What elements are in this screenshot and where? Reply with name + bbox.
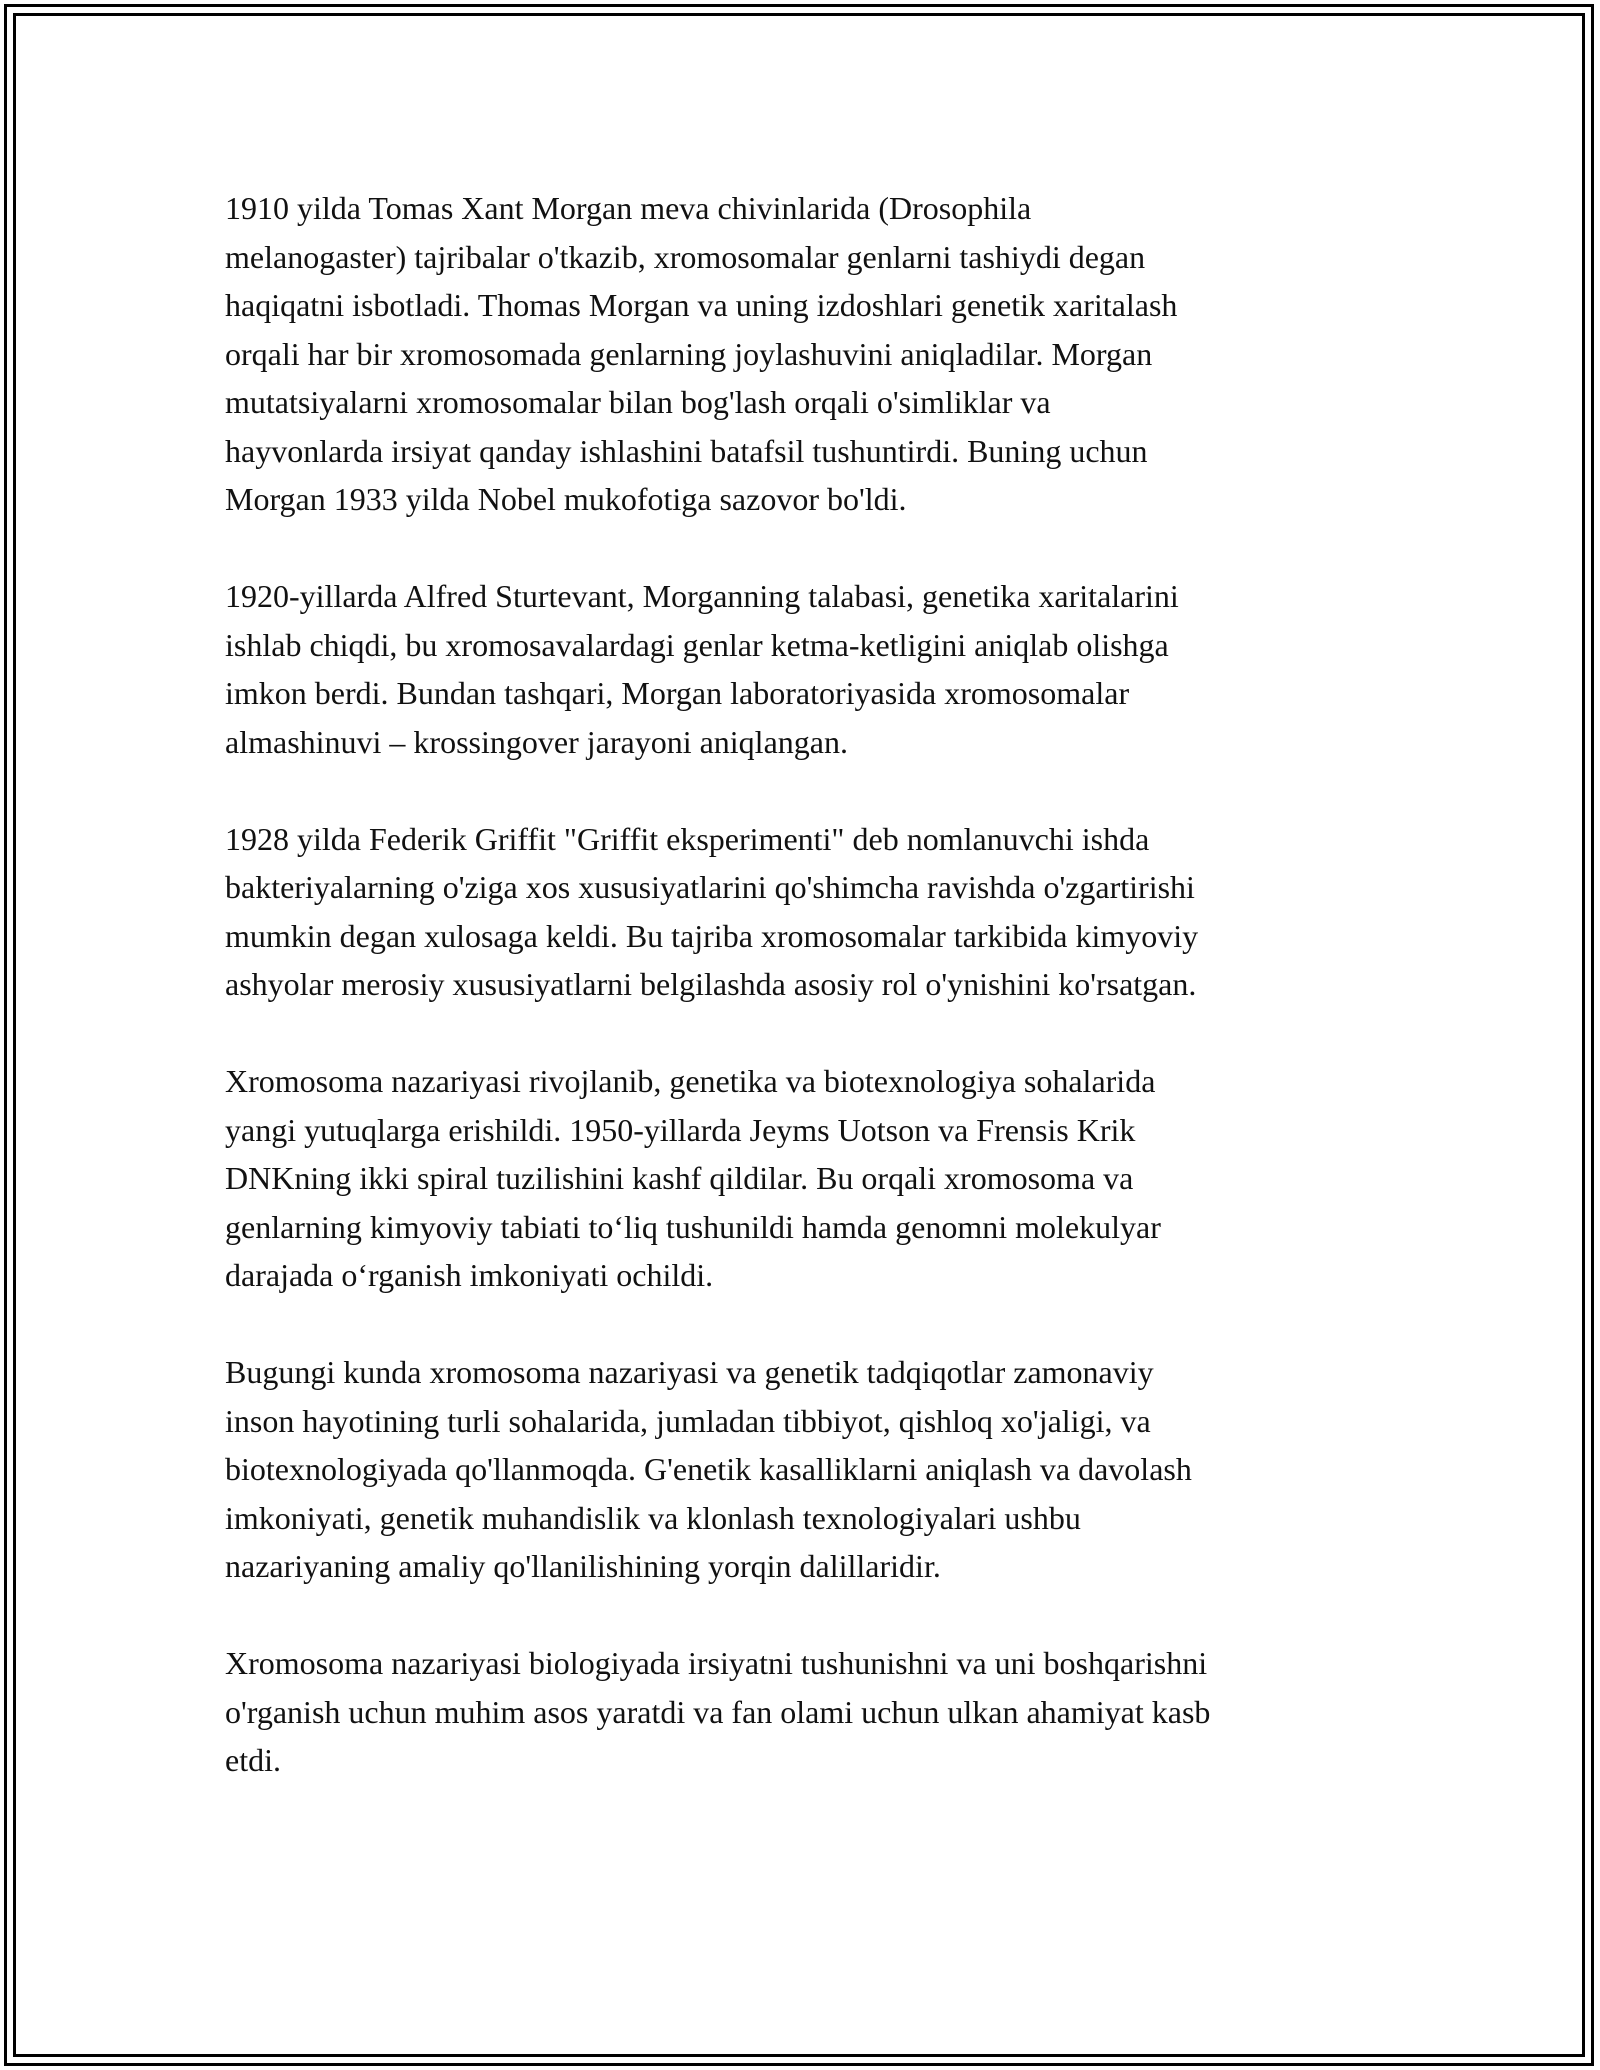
text-line: biotexnologiyada qo'llanmoqda. G'enetik kasalliklarni aniqlash va davolash	[225, 1451, 1192, 1487]
text-line: imkoniyati, genetik muhandislik va klonlash texnologiyalari ushbu	[225, 1499, 1081, 1536]
text-line: o'rganish uchun muhim asos yaratdi va fan olami uchun ulkan ahamiyat kasb	[225, 1693, 1211, 1730]
text-line: genlarning kimyoviy tabiati to‘liq tushunildi hamda genomni molekulyar	[225, 1208, 1161, 1245]
text-line: ashyolar merosiy xususiyatlarni belgilashda asosiy rol o'ynishini ko'rsatgan.	[225, 966, 1197, 1002]
paragraph-watson-crick	[225, 1057, 1385, 1300]
paragraph-sturtevant	[225, 572, 1385, 766]
text-line: nazariyaning amaliy qo'llanilishining yorqin dalillaridir.	[225, 1548, 941, 1584]
text-line: hayvonlarda irsiyat qanday ishlashini batafsil tushuntirdi. Buning uchun	[225, 432, 1148, 469]
text-line: melanogaster) tajribalar o'tkazib, xromosomalar genlarni tashiydi degan	[225, 238, 1146, 275]
text-line: haqiqatni isbotladi. Thomas Morgan va uning izdoshlari genetik xaritalash	[225, 287, 1178, 323]
text-line: ishlab chiqdi, bu xromosavalardagi genlar ketma-ketligini aniqlab olishga	[225, 626, 1169, 663]
text-line: almashinuvi – krossingover jarayoni aniqlangan.	[225, 723, 848, 760]
paragraph-griffith	[225, 815, 1385, 1009]
text-line: 1920-yillarda Alfred Sturtevant, Morganning talabasi, genetika xaritalarini	[225, 578, 1179, 614]
paragraph-modern-applications	[225, 1348, 1385, 1591]
text-line: yangi yutuqlarga erishildi. 1950-yillarda Jeyms Uotson va Frensis Krik	[225, 1111, 1136, 1148]
text-line: Morgan 1933 yilda Nobel mukofotiga sazovor bo'ldi.	[225, 481, 907, 517]
text-line: inson hayotining turli sohalarida, jumladan tibbiyot, qishloq xo'jaligi, va	[225, 1402, 1151, 1439]
text-line: mumkin degan xulosaga keldi. Bu tajriba xromosomalar tarkibida kimyoviy	[225, 917, 1199, 954]
text-line: orqali har bir xromosomada genlarning joylashuvini aniqladilar. Morgan	[225, 335, 1153, 372]
document-body	[225, 184, 1385, 1833]
paragraph-conclusion	[225, 1639, 1385, 1785]
text-line: Xromosoma nazariyasi biologiyada irsiyatni tushunishni va uni boshqarishni	[225, 1645, 1208, 1681]
text-line: Xromosoma nazariyasi rivojlanib, genetika va biotexnologiya sohalarida	[225, 1063, 1156, 1099]
text-line: bakteriyalarning o'ziga xos xususiyatlarini qo'shimcha ravishda o'zgartirishi	[225, 869, 1195, 905]
text-line: darajada o‘rganish imkoniyati ochildi.	[225, 1257, 714, 1293]
text-line: imkon berdi. Bundan tashqari, Morgan laboratoriyasida xromosomalar	[225, 675, 1130, 711]
text-line: etdi.	[225, 1742, 281, 1778]
text-line: mutatsiyalarni xromosomalar bilan bog'lash orqali o'simliklar va	[225, 384, 1051, 420]
text-line: 1928 yilda Federik Griffit "Griffit eksperimenti" deb nomlanuvchi ishda	[225, 820, 1150, 857]
text-line: DNKning ikki spiral tuzilishini kashf qildilar. Bu orqali xromosoma va	[225, 1160, 1134, 1196]
paragraph-morgan	[225, 184, 1385, 524]
text-line: 1910 yilda Tomas Xant Morgan meva chivinlarida (Drosophila	[225, 190, 1032, 226]
text-line: Bugungi kunda xromosoma nazariyasi va genetik tadqiqotlar zamonaviy	[225, 1354, 1154, 1390]
